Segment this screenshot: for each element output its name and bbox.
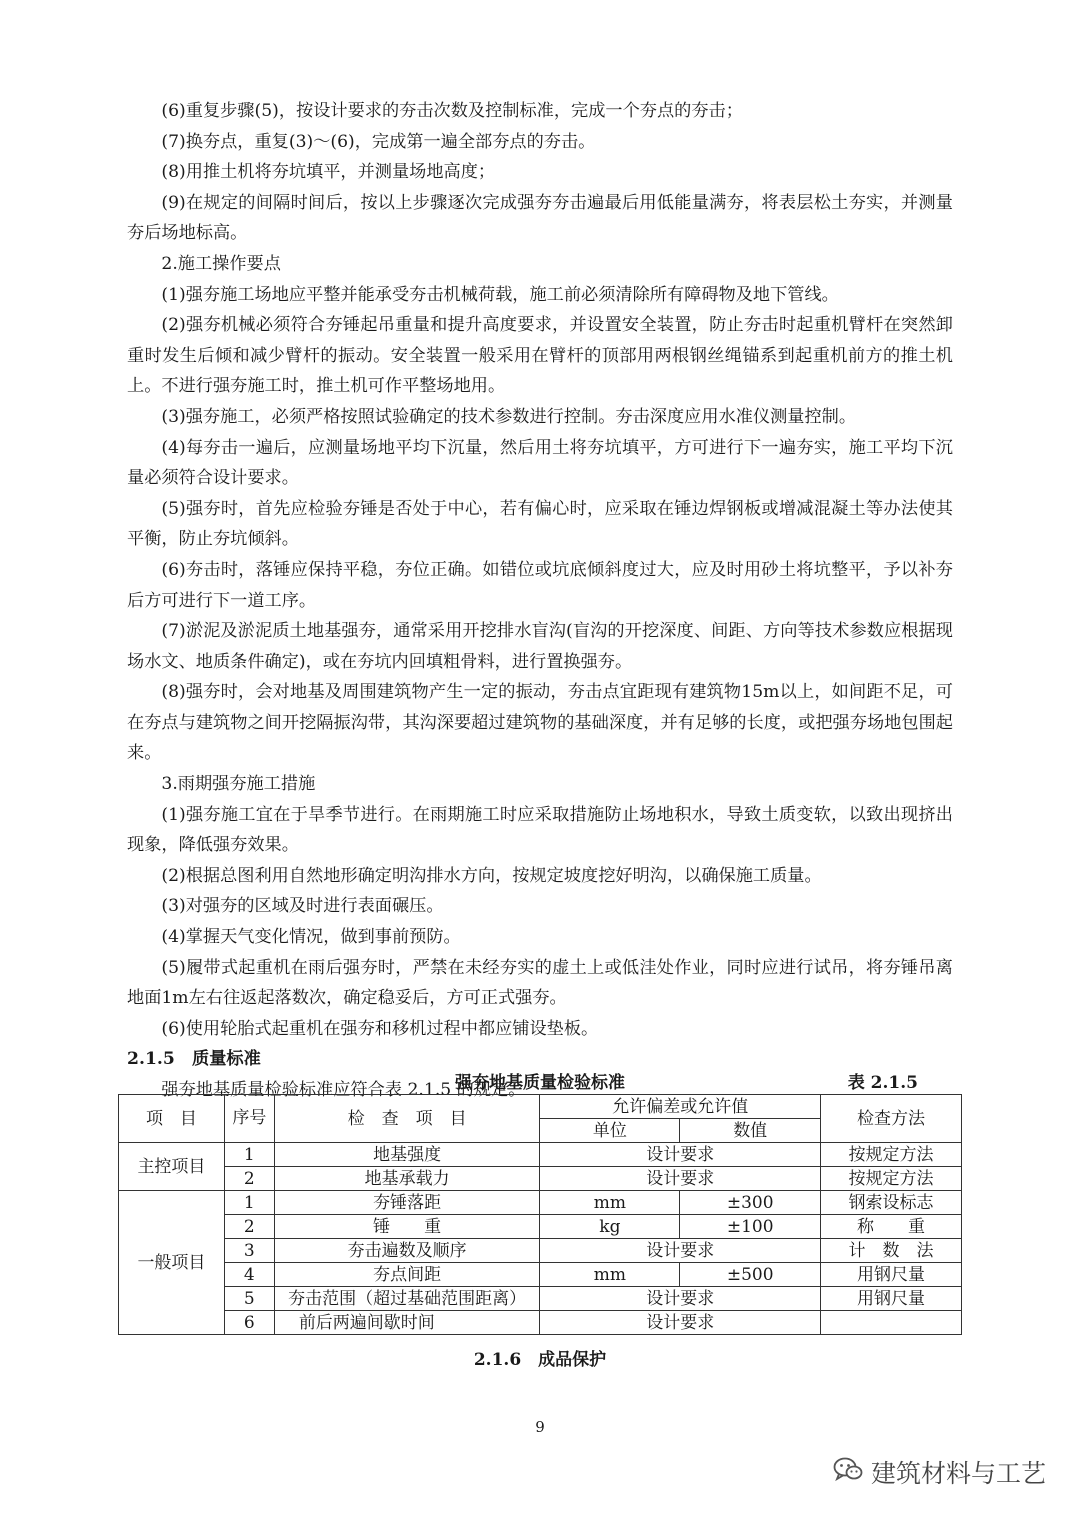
table-title: 强夯地基质量检验标准	[455, 1073, 625, 1093]
row-deviation: 设计要求	[540, 1311, 821, 1335]
page-number: 9	[535, 1418, 545, 1436]
group-main-control: 主控项目	[119, 1143, 225, 1191]
header-unit: 单位	[540, 1119, 680, 1143]
table-row	[119, 1311, 962, 1335]
paragraph: (4)每夯击一遍后，应测量场地平均下沉量，然后用土将夯坑填平，方可进行下一遍夯实，施工平均下沉量必须符合设计要求。	[127, 437, 953, 489]
paragraph: (5)履带式起重机在雨后强夯时，严禁在未经夯实的虚土上或低洼处作业，同时应进行试吊，将夯锤吊离地面1m左右往返起落数次，确定稳妥后，方可正式强夯。	[127, 957, 953, 1009]
header-method: 检查方法	[821, 1095, 962, 1143]
watermark	[833, 1452, 1046, 1492]
paragraph: (2)强夯机械必须符合夯锤起吊重量和提升高度要求，并设置安全装置，防止夯击时起重机臂杆在突然卸重时发生后倾和减少臂杆的振动。安全装置一般采用在臂杆的顶部用两根钢丝绳锚系到起重机前方的推土机上。不进行强夯施工时，推土机可作平整场地用。	[127, 315, 953, 397]
row-deviation: 设计要求	[540, 1287, 821, 1311]
row-deviation: 设计要求	[540, 1239, 821, 1263]
header-value: 数值	[680, 1119, 821, 1143]
header-seq: 序号	[224, 1095, 274, 1143]
row-value: ±100	[680, 1215, 821, 1239]
row-seq: 2	[224, 1167, 274, 1191]
row-method: 称 重	[821, 1215, 962, 1239]
row-method: 按规定方法	[821, 1143, 962, 1167]
paragraph: (4)掌握天气变化情况，做到事前预防。	[161, 927, 461, 948]
header-item: 项 目	[119, 1095, 225, 1143]
paragraph: (1)强夯施工场地应平整并能承受夯击机械荷载，施工前必须清除所有障碍物及地下管线。	[161, 284, 839, 305]
table-row	[119, 1167, 962, 1191]
row-seq: 1	[224, 1143, 274, 1167]
table-row	[119, 1287, 962, 1311]
row-deviation: 设计要求	[540, 1143, 821, 1167]
wechat-icon	[833, 1456, 863, 1488]
row-seq: 2	[224, 1215, 274, 1239]
table-row	[119, 1143, 962, 1167]
subsection-heading: 2.施工操作要点	[161, 253, 281, 274]
paragraph: (8)用推土机将夯坑填平，并测量场地高度；	[161, 162, 496, 183]
paragraph: (3)对强夯的区域及时进行表面碾压。	[161, 896, 444, 917]
row-method: 按规定方法	[821, 1167, 962, 1191]
header-deviation: 允许偏差或允许值	[540, 1095, 821, 1119]
table-caption	[118, 1064, 962, 1094]
row-seq: 3	[224, 1239, 274, 1263]
row-unit: mm	[540, 1263, 680, 1287]
paragraph: (6)重复步骤(5)，按设计要求的夯击次数及控制标准，完成一个夯点的夯击；	[161, 101, 743, 121]
paragraph: (7)换夯点，重复(3)～(6)，完成第一遍全部夯点的夯击。	[161, 131, 596, 152]
row-unit: kg	[540, 1215, 680, 1239]
row-seq: 5	[224, 1287, 274, 1311]
row-method: 用钢尺量	[821, 1263, 962, 1287]
paragraph: (8)强夯时，会对地基及周围建筑物产生一定的振动，夯击点宜距现有建筑物15m以上，如间距不足，可在夯点与建筑物之间开挖隔振沟带，其沟深要超过建筑物的基础深度，并有足够的长度，或把强夯场地包围起来。	[127, 682, 953, 764]
paragraph: (7)淤泥及淤泥质土地基强夯，通常采用开挖排水盲沟(盲沟的开挖深度、间距、方向等技术参数应根据现场水文、地质条件确定)，或在夯坑内回填粗骨料，进行置换强夯。	[127, 621, 953, 672]
group-general: 一般项目	[119, 1191, 225, 1335]
row-seq: 4	[224, 1263, 274, 1287]
table-row	[119, 1239, 962, 1263]
paragraph: (6)使用轮胎式起重机在强夯和移机过程中都应铺设垫板。	[161, 1018, 599, 1039]
table-number: 表 2.1.5	[847, 1073, 918, 1093]
row-method: 用钢尺量	[821, 1287, 962, 1311]
paragraph: (5)强夯时，首先应检验夯锤是否处于中心，若有偏心时，应采取在锤边焊钢板或增减混凝土等办法使其平衡，防止夯坑倾斜。	[127, 498, 953, 550]
row-value: ±300	[680, 1191, 821, 1215]
paragraph: (3)强夯施工，必须严格按照试验确定的技术参数进行控制。夯击深度应用水准仪测量控制。	[161, 406, 857, 427]
row-seq: 6	[224, 1311, 274, 1335]
quality-standard-table	[118, 1094, 962, 1335]
watermark-text: 建筑材料与工艺	[870, 1459, 1046, 1488]
row-item: 地基承载力	[274, 1167, 540, 1191]
header-check-item: 检 查 项 目	[274, 1095, 540, 1143]
table-row	[119, 1263, 962, 1287]
row-item: 夯击范围（超过基础范围距离）	[274, 1287, 540, 1311]
row-item: 锤 重	[274, 1215, 540, 1239]
row-unit: mm	[540, 1191, 680, 1215]
row-value: ±500	[680, 1263, 821, 1287]
paragraph: (9)在规定的间隔时间后，按以上步骤逐次完成强夯夯击遍最后用低能量满夯，将表层松土夯实，并测量夯后场地标高。	[127, 192, 953, 244]
row-item: 地基强度	[274, 1143, 540, 1167]
body-text	[127, 96, 953, 1106]
row-method: 计 数 法	[821, 1239, 962, 1263]
paragraph: (1)强夯施工宜在于旱季节进行。在雨期施工时应采取措施防止场地积水，导致土质变软，以致出现挤出现象，降低强夯效果。	[127, 804, 953, 856]
row-seq: 1	[224, 1191, 274, 1215]
section-heading-2-1-6: 2.1.6 成品保护	[473, 1350, 607, 1370]
row-method	[821, 1311, 962, 1335]
table-row	[119, 1215, 962, 1239]
subsection-heading: 3.雨期强夯施工措施	[161, 774, 316, 795]
row-method: 钢索设标志	[821, 1191, 962, 1215]
row-item: 夯锤落距	[274, 1191, 540, 1215]
row-item: 夯击遍数及顺序	[274, 1239, 540, 1263]
section-intro: 强夯地基质量检验标准应符合表 2.1.5 的规定。	[161, 1080, 526, 1100]
row-item: 前后两遍间歇时间	[274, 1311, 540, 1335]
paragraph: (2)根据总图利用自然地形确定明沟排水方向，按规定坡度挖好明沟，以确保施工质量。	[161, 865, 822, 886]
row-item: 夯点间距	[274, 1263, 540, 1287]
table-row	[119, 1191, 962, 1215]
section-heading-2-1-5: 2.1.5 质量标准	[127, 1049, 261, 1070]
paragraph: (6)夯击时，落锤应保持平稳，夯位正确。如错位或坑底倾斜度过大，应及时用砂土将坑整平，予以补夯后方可进行下一道工序。	[127, 559, 953, 611]
row-deviation: 设计要求	[540, 1167, 821, 1191]
